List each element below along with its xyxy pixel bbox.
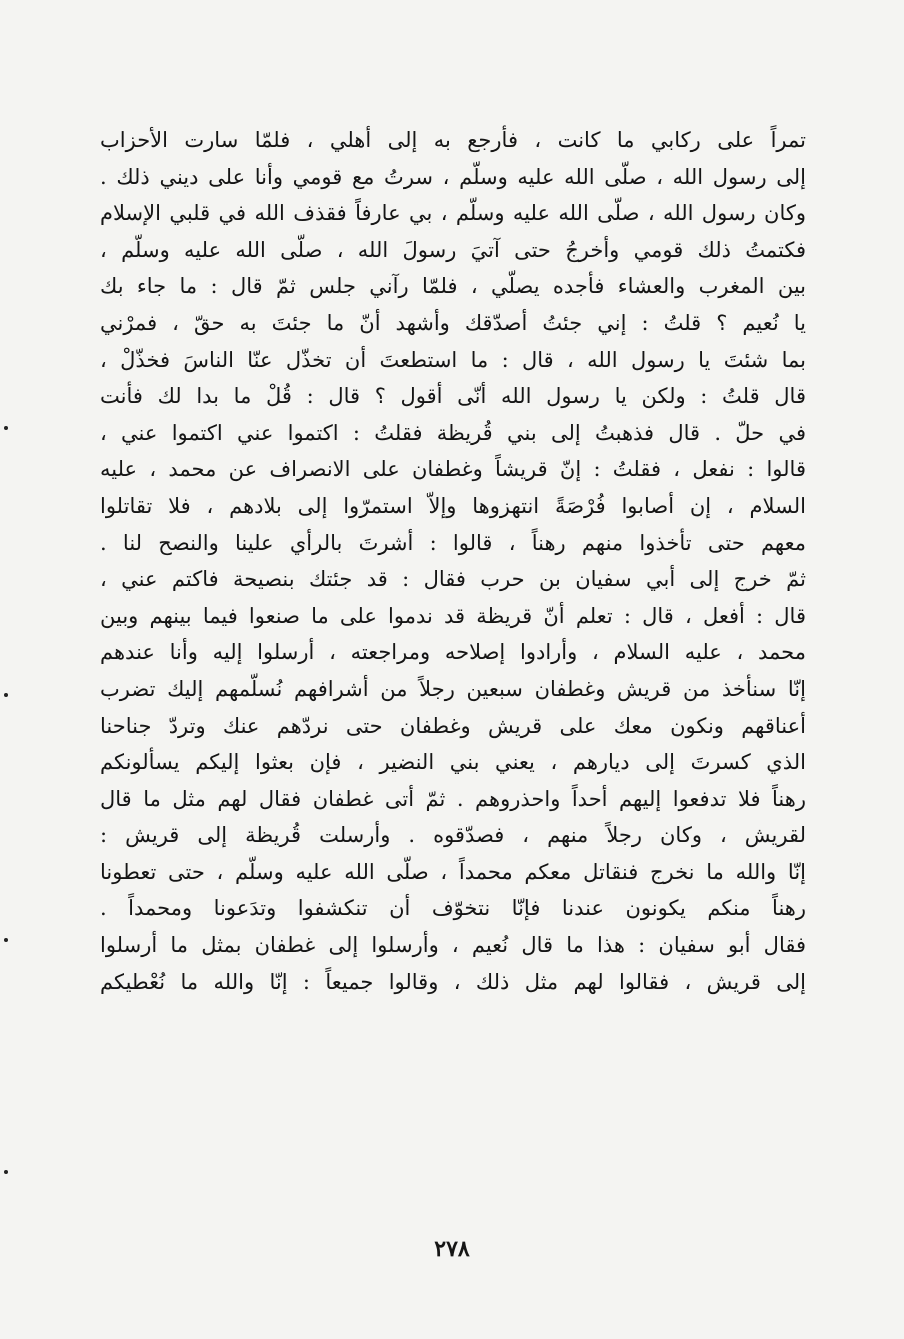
- text-line: محمد ، عليه السلام ، وأرادوا إصلاحه ومراجعته ، أرسلوا إليه وأنا عندهم: [100, 640, 806, 665]
- text-line: رهناً فلا تدفعوا إليهم أحداً واحذروهم . ثمّ أتى غطفان فقال لهم مثل ما قال: [100, 786, 806, 811]
- text-line: إنّا والله ما نخرج فنقاتل معكم محمداً ، صلّى الله عليه وسلّم ، حتى تعطونا: [100, 859, 806, 884]
- text-line: قالوا : نفعل ، فقلتُ : إنّ قريشاً وغطفان على الانصراف عن محمد ، عليه: [100, 457, 806, 482]
- text-line: فقال أبو سفيان : هذا ما قال نُعيم ، وأرسلوا إلى غطفان بمثل ما أرسلوا: [100, 933, 806, 958]
- text-line: يا نُعيم ؟ قلتُ : إني جئتُ أصدّقك وأشهد أنّ ما جئتَ به حقّ ، فمرْني: [100, 310, 806, 335]
- text-line: إلى قريش ، فقالوا لهم مثل ذلك ، وقالوا جميعاً : إنّا والله ما نُعْطيكم: [100, 969, 806, 994]
- text-line: بما شئتَ يا رسول الله ، قال : ما استطعتَ أن تخذّل عنّا الناسَ فخذّلْ ،: [100, 347, 806, 372]
- text-line: رهناً منكم يكونون عندنا فإنّا نتخوّف أن تنكشفوا وتدَعونا ومحمداً .: [100, 896, 806, 921]
- text-line: قال : أفعل ، قال : تعلم أنّ قريظة قد ندموا على ما صنعوا فيما بينهم وبين: [100, 603, 806, 628]
- text-line: إلى رسول الله ، صلّى الله عليه وسلّم ، سرتُ مع قومي وأنا على ديني ذلك .: [100, 164, 806, 189]
- text-line: قال قلتُ : ولكن يا رسول الله أنّى أقول ؟ قال : قُلْ ما بدا لك فأنت: [100, 384, 806, 409]
- margin-mark: [4, 426, 8, 430]
- text-line: إنّا سنأخذ من قريش وغطفان سبعين رجلاً من أشرافهم نُسلّمهم إليك تضرب: [100, 676, 806, 701]
- text-line: السلام ، إن أصابوا فُرْصَةً انتهزوها وإلاّ استمرّوا إلى بلادهم ، فلا تقاتلوا: [100, 493, 806, 518]
- text-line: تمراً على ركابي ما كانت ، فأرجع به إلى أهلي ، فلمّا سارت الأحزاب: [100, 128, 806, 152]
- text-line: ثمّ خرج إلى أبي سفيان بن حرب فقال : قد جئتك بنصيحة فاكتم عني ،: [100, 567, 806, 592]
- margin-mark: [4, 938, 8, 942]
- text-line: فكتمتُ ذلك قومي وأخرجُ حتى آتيَ رسولَ الله ، صلّى الله عليه وسلّم ،: [100, 237, 806, 262]
- text-line: بين المغرب والعشاء فأجده يصلّي ، فلمّا رآني جلس ثمّ قال : ما جاء بك: [100, 274, 806, 299]
- text-line: معهم حتى تأخذوا منهم رهناً ، قالوا : أشرتَ بالرأي علينا والنصح لنا .: [100, 530, 806, 555]
- text-line: وكان رسول الله ، صلّى الله عليه وسلّم ، بي عارفاً فقذف الله في قلبي الإسلام: [100, 201, 806, 226]
- body-text: [100, 122, 806, 1000]
- text-line: في حلّ . قال فذهبتُ إلى بني قُريظة فقلتُ : اكتموا عني اكتموا عني ،: [100, 420, 806, 445]
- margin-mark: [4, 1170, 8, 1174]
- text-line: الذي كسرتَ إلى ديارهم ، يعني بني النضير ، فإن بعثوا إليكم يسألونكم: [100, 750, 806, 775]
- page-number: ٢٧٨: [434, 1236, 470, 1262]
- margin-mark: [4, 693, 8, 697]
- text-line: أعناقهم ونكون معك على قريش وغطفان حتى نردّهم عنك وتردّ جناحنا: [100, 713, 806, 738]
- text-line: لقريش ، وكان رجلاً منهم ، فصدّقوه . وأرسلت قُريظة إلى قريش :: [100, 823, 806, 848]
